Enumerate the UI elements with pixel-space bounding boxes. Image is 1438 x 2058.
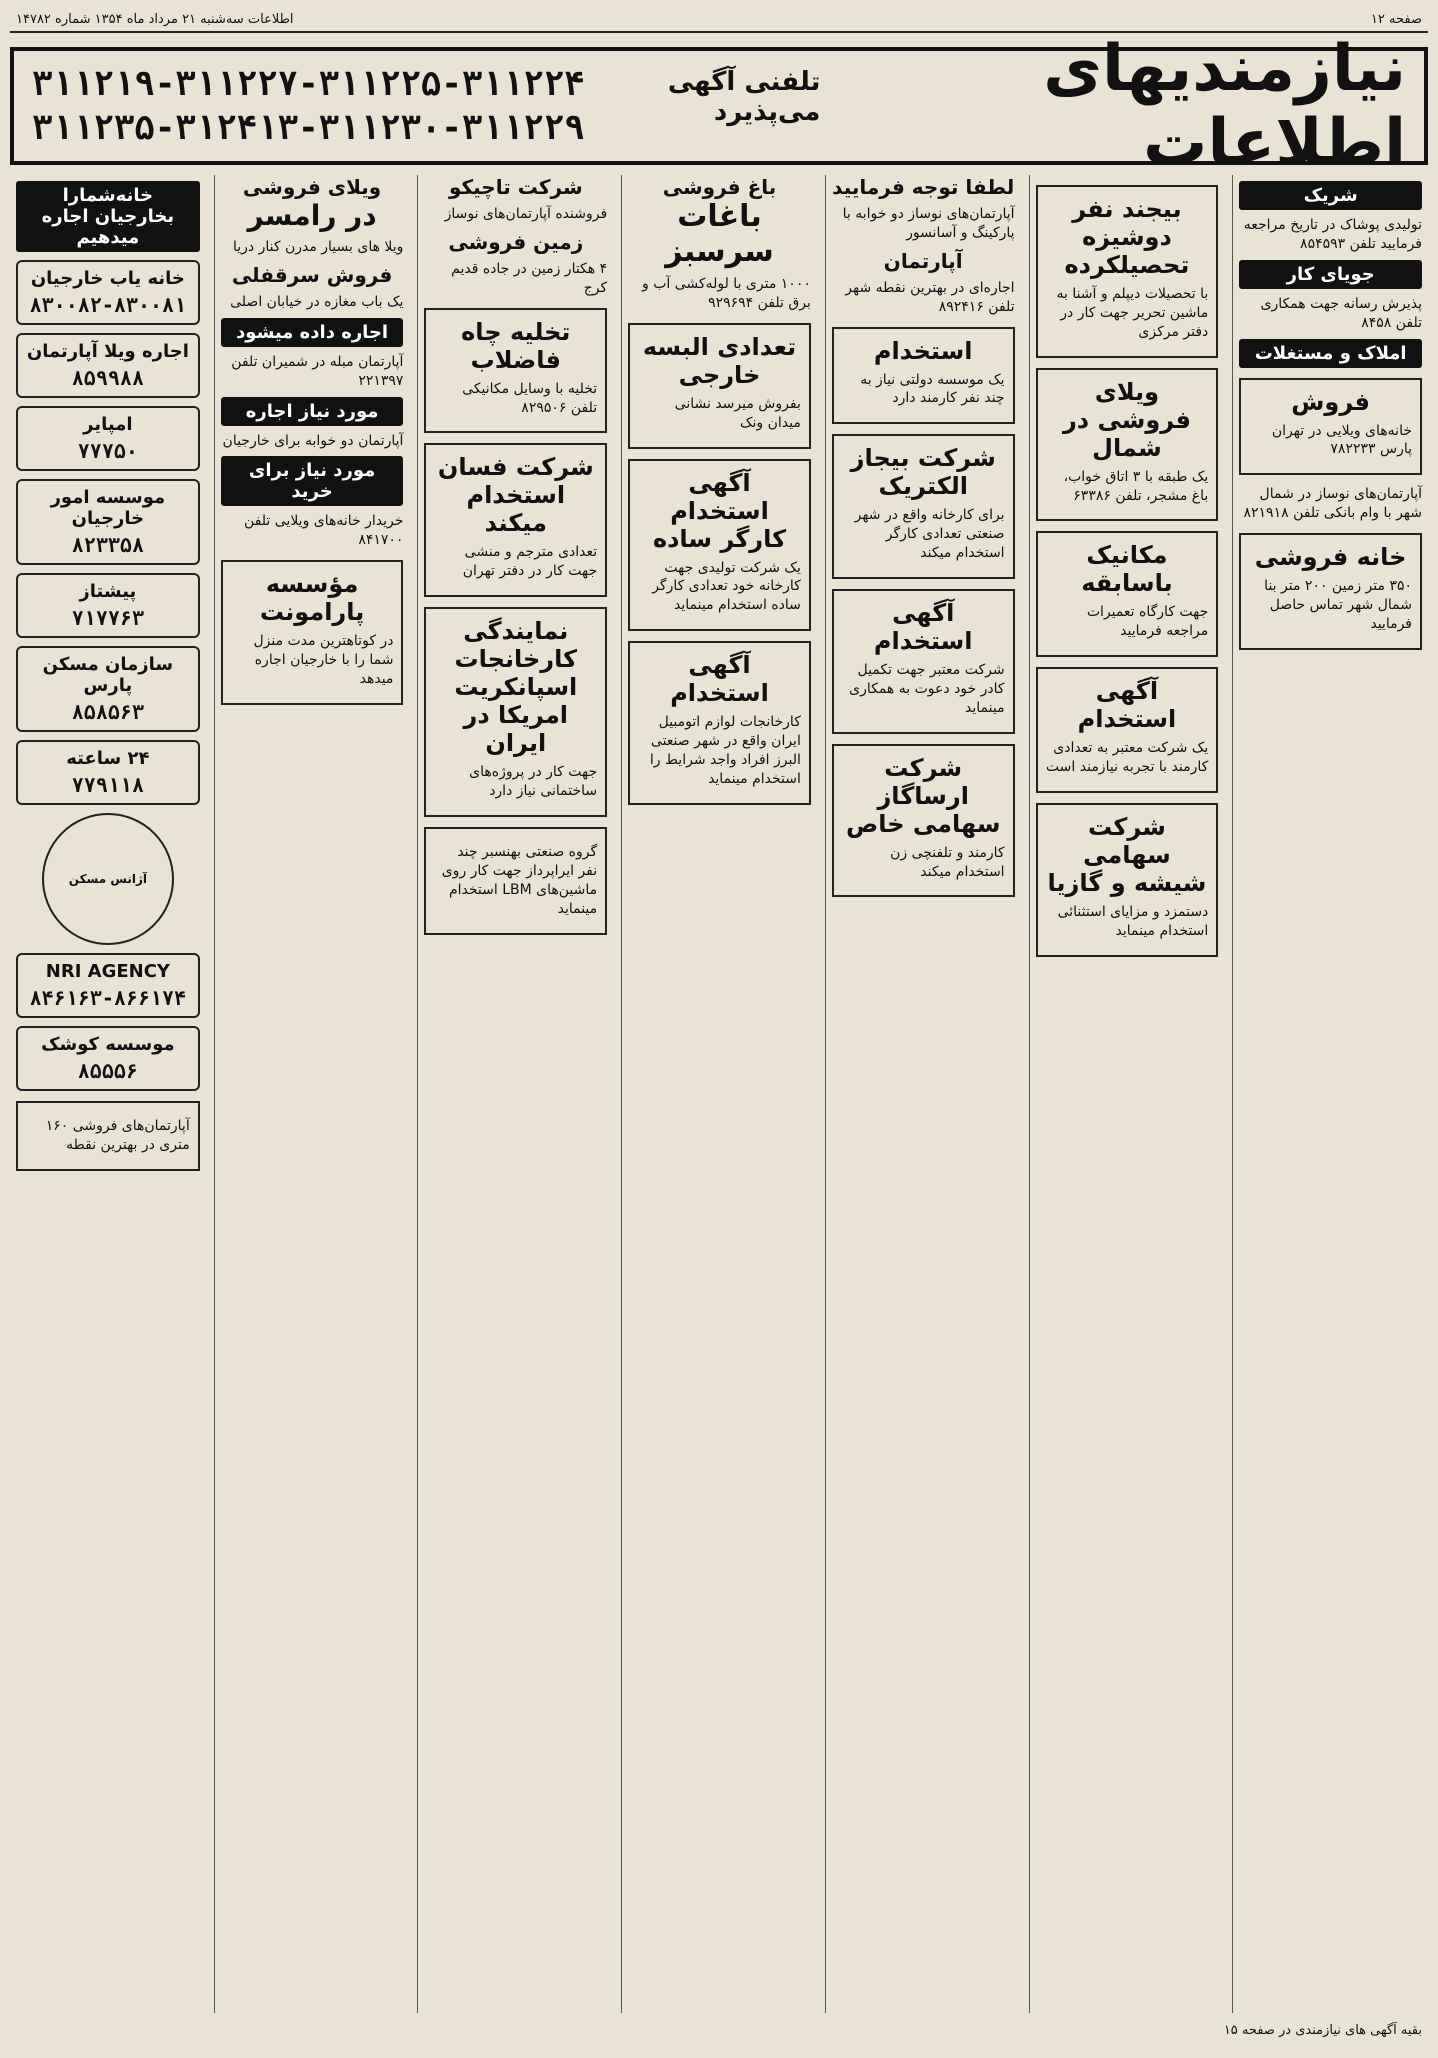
masthead [10, 32, 1428, 180]
ad-box [1036, 803, 1219, 957]
ad-text: خریدار خانه‌های ویلایی تلفن ۸۴۱۷۰۰ [244, 513, 404, 549]
ad-box [628, 323, 811, 449]
ad-box-title: تعدادی البسه خارجی [642, 332, 797, 389]
agency-phone: ۸۴۶۱۶۳-۸۶۶۱۷۴ [29, 986, 187, 1010]
section-header-for-rent: اجاره داده میشود [221, 318, 404, 347]
ad-text: آپارتمان مبله در شمیران تلفن ۲۲۱۳۹۷ [231, 353, 404, 389]
ad-box [1239, 378, 1422, 476]
agency-name: NRI AGENCY [45, 961, 170, 982]
ad-box [221, 560, 404, 705]
ad-text: آپارتمان دو خوابه برای خارجیان [222, 432, 404, 449]
agency-logo [16, 740, 200, 805]
newspaper-page [10, 10, 1428, 2038]
ad-box [1036, 368, 1219, 522]
ad-box-title: شرکت ارساگاز سهامی خاص [845, 753, 1001, 838]
section-header-rent-wanted: مورد نیاز اجاره [221, 397, 404, 426]
ad-text: ۴ هکتار زمین در جاده قدیم کرج [451, 260, 608, 296]
agency-phone: ۸۵۹۹۸۸ [71, 366, 144, 390]
ad-box [1036, 667, 1219, 793]
agency-name: خانه یاب خارجیان [30, 268, 185, 289]
column-7 [10, 175, 206, 2013]
agency-name: ۲۴ ساعته [66, 748, 150, 769]
masthead-phones [32, 62, 585, 150]
column-5 [417, 175, 613, 2013]
ad-box [628, 459, 811, 632]
ad-box-body: یک شرکت تولیدی جهت کارخانه خود تعدادی کارگر ساده استخدام مینماید [652, 559, 801, 614]
ad-box [832, 434, 1015, 579]
ad-headline-large: باغات سرسبز [665, 199, 774, 269]
ad-box-body: در کوتاهترین مدت منزل شما را با خارجیان اجاره میدهد [253, 633, 394, 688]
agency-logo [16, 406, 200, 471]
section-header-job-seeker: جویای کار [1239, 260, 1422, 289]
ad-box [16, 1101, 200, 1171]
agency-logo [16, 1026, 200, 1091]
ad-box-body: یک شرکت معتبر به تعدادی کارمند با تجربه نیازمند است [1045, 740, 1209, 776]
ad-box-body: بفروش میرسد نشانی میدان ونک [674, 395, 801, 431]
ad-text: ۱۰۰۰ متری با لوله‌کشی آب و برق تلفن ۹۲۹۶۹۴ [642, 276, 811, 311]
ad-headline: آپارتمان [883, 248, 963, 273]
ad-headline: زمین فروشی [448, 229, 584, 254]
agency-phone: ۷۷۹۱۱۸ [71, 773, 144, 797]
agency-name: پیشتاز [79, 581, 137, 602]
ad-box [424, 607, 607, 817]
ad-box-body: جهت کارگاه تعمیرات مراجعه فرمایید [1086, 604, 1209, 640]
ad-box-body: با تحصیلات دیپلم و آشنا به ماشین تحریر جهت کار در دفتر مرکزی [1056, 286, 1209, 340]
agency-phone: ۸۵۸۵۶۳ [71, 700, 144, 724]
ad-box-body: آپارتمان‌های فروشی ۱۶۰ متری در بهترین نقطه [45, 1118, 190, 1153]
ad-box-body: یک طبقه با ۳ اتاق خواب، باغ مشجر، تلفن ۶۳۳۸۶ [1063, 468, 1209, 504]
ad-box-title: آگهی استخدام [873, 599, 973, 656]
ad-box-body: ۳۵۰ متر زمین ۲۰۰ متر بنا شمال شهر تماس حاصل فرمایید [1264, 578, 1412, 632]
page-footer [10, 2023, 1428, 2038]
ad-headline: ویلای فروشی [242, 175, 382, 199]
ad-box-body: برای کارخانه واقع در شهر صنعتی تعدادی کارگر استخدام میکند [854, 507, 1005, 562]
ad-headline: فروش سرقفلی [231, 262, 393, 287]
ad-box-title: استخدام [873, 336, 973, 365]
agency-phone: ۷۷۷۵۰ [77, 439, 138, 463]
ad-box-body: تعدادی مترجم و منشی جهت کار در دفتر تهران [462, 544, 598, 580]
masthead-subtitle: تلفنی آگهی می‌پذیرد [667, 67, 821, 127]
ad-box-title: آگهی استخدام کارگر ساده [652, 468, 787, 553]
ad-headline: لطفا توجه فرمایید [832, 175, 1015, 199]
agency-logo [16, 953, 200, 1018]
ad-box [424, 827, 607, 935]
ad-box [1036, 185, 1219, 358]
ad-box [832, 589, 1015, 734]
ad-text: آپارتمان‌های نوساز در شمال شهر با وام بانکی تلفن ۸۲۱۹۱۸ [1243, 486, 1422, 522]
ad-headline: باغ فروشی [662, 175, 777, 199]
agency-phone: ۷۱۷۷۶۳ [71, 606, 144, 630]
ad-box-title: نمایندگی کارخانجات اسپانکریت امریکا در ایران [454, 617, 578, 758]
masthead-title-group [585, 32, 1406, 180]
column-6 [214, 175, 410, 2013]
section-header-rent-to-foreigners: خانه‌شمارا بخارجیان اجاره میدهیم [16, 181, 200, 252]
agency-logo [16, 646, 200, 732]
footer-continuation-note: بقیه آگهی های نیازمندی در صفحه ۱۵ [1223, 2023, 1422, 2038]
ad-box-body: کارمند و تلفنچی زن استخدام میکند [890, 844, 1005, 880]
ad-box-title: شرکت بیجاز الکتریک [850, 444, 996, 501]
ad-headline-large: در رامسر [247, 199, 377, 232]
ad-box-body: گروه صنعتی بهنسبر چند نفر ایراپرداز جهت کار روی ماشین‌های LBM استخدام مینماید [441, 844, 598, 917]
section-header-buy-wanted: مورد نیاز برای خرید [221, 456, 404, 506]
ad-box-body: شرکت معتبر جهت تکمیل کادر خود دعوت به همکاری مینماید [849, 662, 1005, 716]
ad-box-body: دستمزد و مزایای استثنائی استخدام مینماید [1057, 904, 1209, 939]
ad-box-body: تخلیه با وسایل مکانیکی تلفن ۸۲۹۵۰۶ [462, 380, 598, 416]
agency-name: سازمان مسکن پارس [42, 654, 174, 696]
agency-logo [16, 260, 200, 325]
phones-line-1: ۳۱۱۲۱۹-۳۱۱۲۲۷-۳۱۱۲۲۵-۳۱۱۲۲۴ [32, 64, 585, 104]
ad-text: تولیدی پوشاک در تاریخ مراجعه فرمایید تلفن ۸۵۴۵۹۳ [1243, 217, 1422, 252]
ad-box-title: شرکت سهامی شیشه و گازیا [1047, 813, 1207, 898]
ad-box [832, 327, 1015, 425]
masthead-title: نیازمندیهای اطلاعات [1043, 32, 1406, 180]
ad-text: ویلا های بسیار مدرن کنار دریا [232, 239, 404, 255]
ad-text: آپارتمان‌های نوساز دو خوابه با پارکینگ و آسانسور [842, 206, 1015, 241]
ad-box-title: بیجند نفر دوشیزه تحصیلکرده [1064, 195, 1190, 279]
ad-text: فروشنده آپارتمان‌های نوساز [444, 206, 608, 222]
ad-text: اجاره‌ای در بهترین نقطه شهر تلفن ۸۹۲۴۱۶ [845, 279, 1015, 315]
ad-box-title: ویلای فروشی در شمال [1062, 377, 1191, 462]
agency-logo [16, 573, 200, 638]
column-3 [825, 175, 1021, 2013]
page-number: صفحه ۱۲ [1370, 12, 1422, 27]
agency-phone: ۸۲۳۳۵۸ [71, 533, 144, 557]
column-4 [621, 175, 817, 2013]
ad-box [832, 744, 1015, 898]
ad-box [1239, 533, 1422, 650]
agency-logo [16, 479, 200, 565]
agency-name: اجاره ویلا آپارتمان [26, 341, 189, 362]
issue-info: اطلاعات سه‌شنبه ۲۱ مرداد ماه ۱۳۵۴ شماره ۱۴۷۸۲ [16, 12, 294, 27]
agency-name: موسسه کوشک [41, 1034, 175, 1055]
section-header-partner: شریک [1239, 181, 1422, 210]
ad-box-title: خانه فروشی [1254, 543, 1407, 572]
ad-headline: شرکت تاچیکو [448, 175, 583, 199]
ad-box-title: آگهی استخدام [670, 651, 769, 708]
ad-text: یک باب مغازه در خیابان اصلی [230, 293, 404, 310]
ad-box-title: مکانیک باسابقه [1081, 541, 1173, 598]
agency-phone: ۸۵۵۵۶ [77, 1059, 138, 1083]
circular-agency-seal: آژانس مسکن [42, 813, 174, 945]
ad-box-title: آگهی استخدام [1077, 677, 1177, 734]
ad-text: پذیرش رسانه جهت همکاری تلفن ۸۴۵۸ [1260, 295, 1422, 331]
ad-box [424, 443, 607, 597]
agency-name: امپایر [83, 414, 133, 435]
ad-box-body: جهت کار در پروژه‌های ساختمانی نیاز دارد [469, 764, 598, 800]
phones-line-2: ۳۱۱۲۳۵-۳۱۲۴۱۳-۳۱۱۲۳۰-۳۱۱۲۲۹ [32, 108, 585, 148]
section-header-real-estate: املاک و مستغلات [1239, 339, 1422, 368]
agency-logo [16, 333, 200, 398]
agency-phone: ۸۳۰۰۸۲-۸۳۰۰۸۱ [29, 293, 187, 317]
ad-box [628, 641, 811, 805]
ad-box [424, 308, 607, 434]
ad-box-body: یک موسسه دولتی نیاز به چند نفر کارمند دارد [860, 371, 1005, 407]
ad-box-title: فروش [1291, 387, 1370, 416]
column-2 [1029, 175, 1225, 2013]
ad-box [1036, 531, 1219, 657]
page-header-line [10, 10, 1428, 33]
ad-box-body: کارخانجات لوازم اتومبیل ایران واقع در شهر صنعتی البرز افراد واجد شرایط را استخدام مینماید [649, 714, 801, 787]
agency-name: موسسه امور خارجیان [50, 487, 166, 529]
ad-box-title: شرکت فسان استخدام میکند [437, 453, 594, 538]
ad-box-title: تخلیه چاه فاضلاب [461, 317, 571, 374]
ads-columns [10, 175, 1428, 2013]
column-1 [1232, 175, 1428, 2013]
ad-box-title: مؤسسه پارامونت [259, 570, 365, 627]
ad-box-body: خانه‌های ویلایی در تهران پارس ۷۸۲۲۳۳ [1271, 422, 1412, 458]
